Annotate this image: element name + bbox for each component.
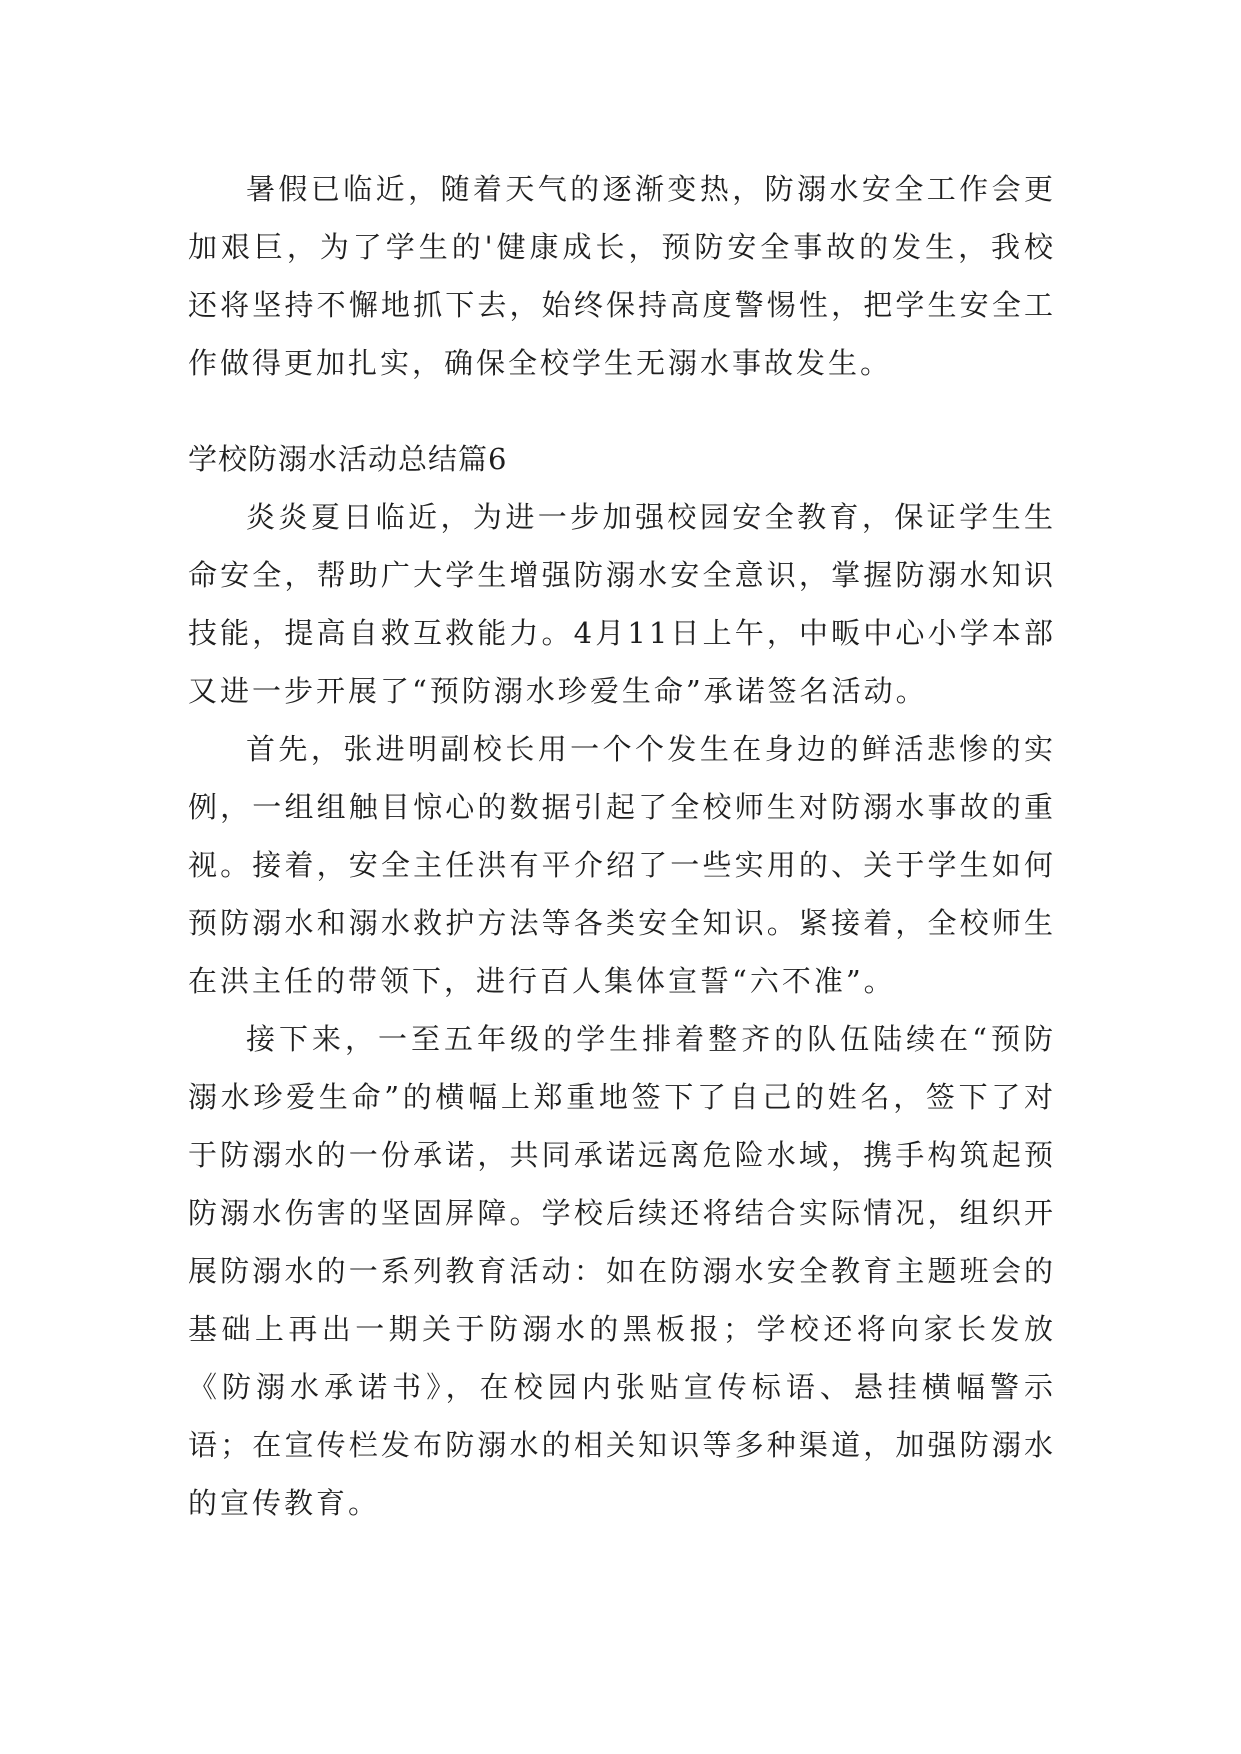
paragraph-signing: 接下来，一至五年级的学生排着整齐的队伍陆续在“预防溺水珍爱生命”的横幅上郑重地签下了自己的姓名，签下了对于防溺水的一份承诺，共同承诺远离危险水域，携手构筑起预防溺水伤害的坚固屏障。学校后续还将结合实际情况，组织开展防溺水的一系列教育活动：如在防溺水安全教育主题班会的基础上再出一期关于防溺水的黑板报；学校还将向家长发放《防溺水承诺书》，在校园内张贴宣传标语、悬挂横幅警示语；在宣传栏发布防溺水的相关知识等多种渠道，加强防溺水的宣传教育。 [188,1022,1056,1520]
paragraph-activity-intro: 炎炎夏日临近，为进一步加强校园安全教育，保证学生生命安全，帮助广大学生增强防溺水安全意识，掌握防溺水知识技能，提高自救互救能力。4月11日上午，中畈中心小学本部又进一步开展了“预防溺水珍爱生命”承诺签名活动。 [188,500,1056,708]
document-body [188,160,1056,1532]
paragraph-summer-safety: 暑假已临近，随着天气的逐渐变热，防溺水安全工作会更加艰巨，为了学生的'健康成长，预防安全事故的发生，我校还将坚持不懈地抓下去，始终保持高度警惕性，把学生安全工作做得更加扎实，确保全校学生无溺水事故发生。 [188,172,1056,380]
paragraph-speeches: 首先，张进明副校长用一个个发生在身边的鲜活悲惨的实例，一组组触目惊心的数据引起了全校师生对防溺水事故的重视。接着，安全主任洪有平介绍了一些实用的、关于学生如何预防溺水和溺水救护方法等各类安全知识。紧接着，全校师生在洪主任的带领下，进行百人集体宣誓“六不准”。 [188,732,1056,998]
section-heading: 学校防溺水活动总结篇6 [188,442,508,476]
